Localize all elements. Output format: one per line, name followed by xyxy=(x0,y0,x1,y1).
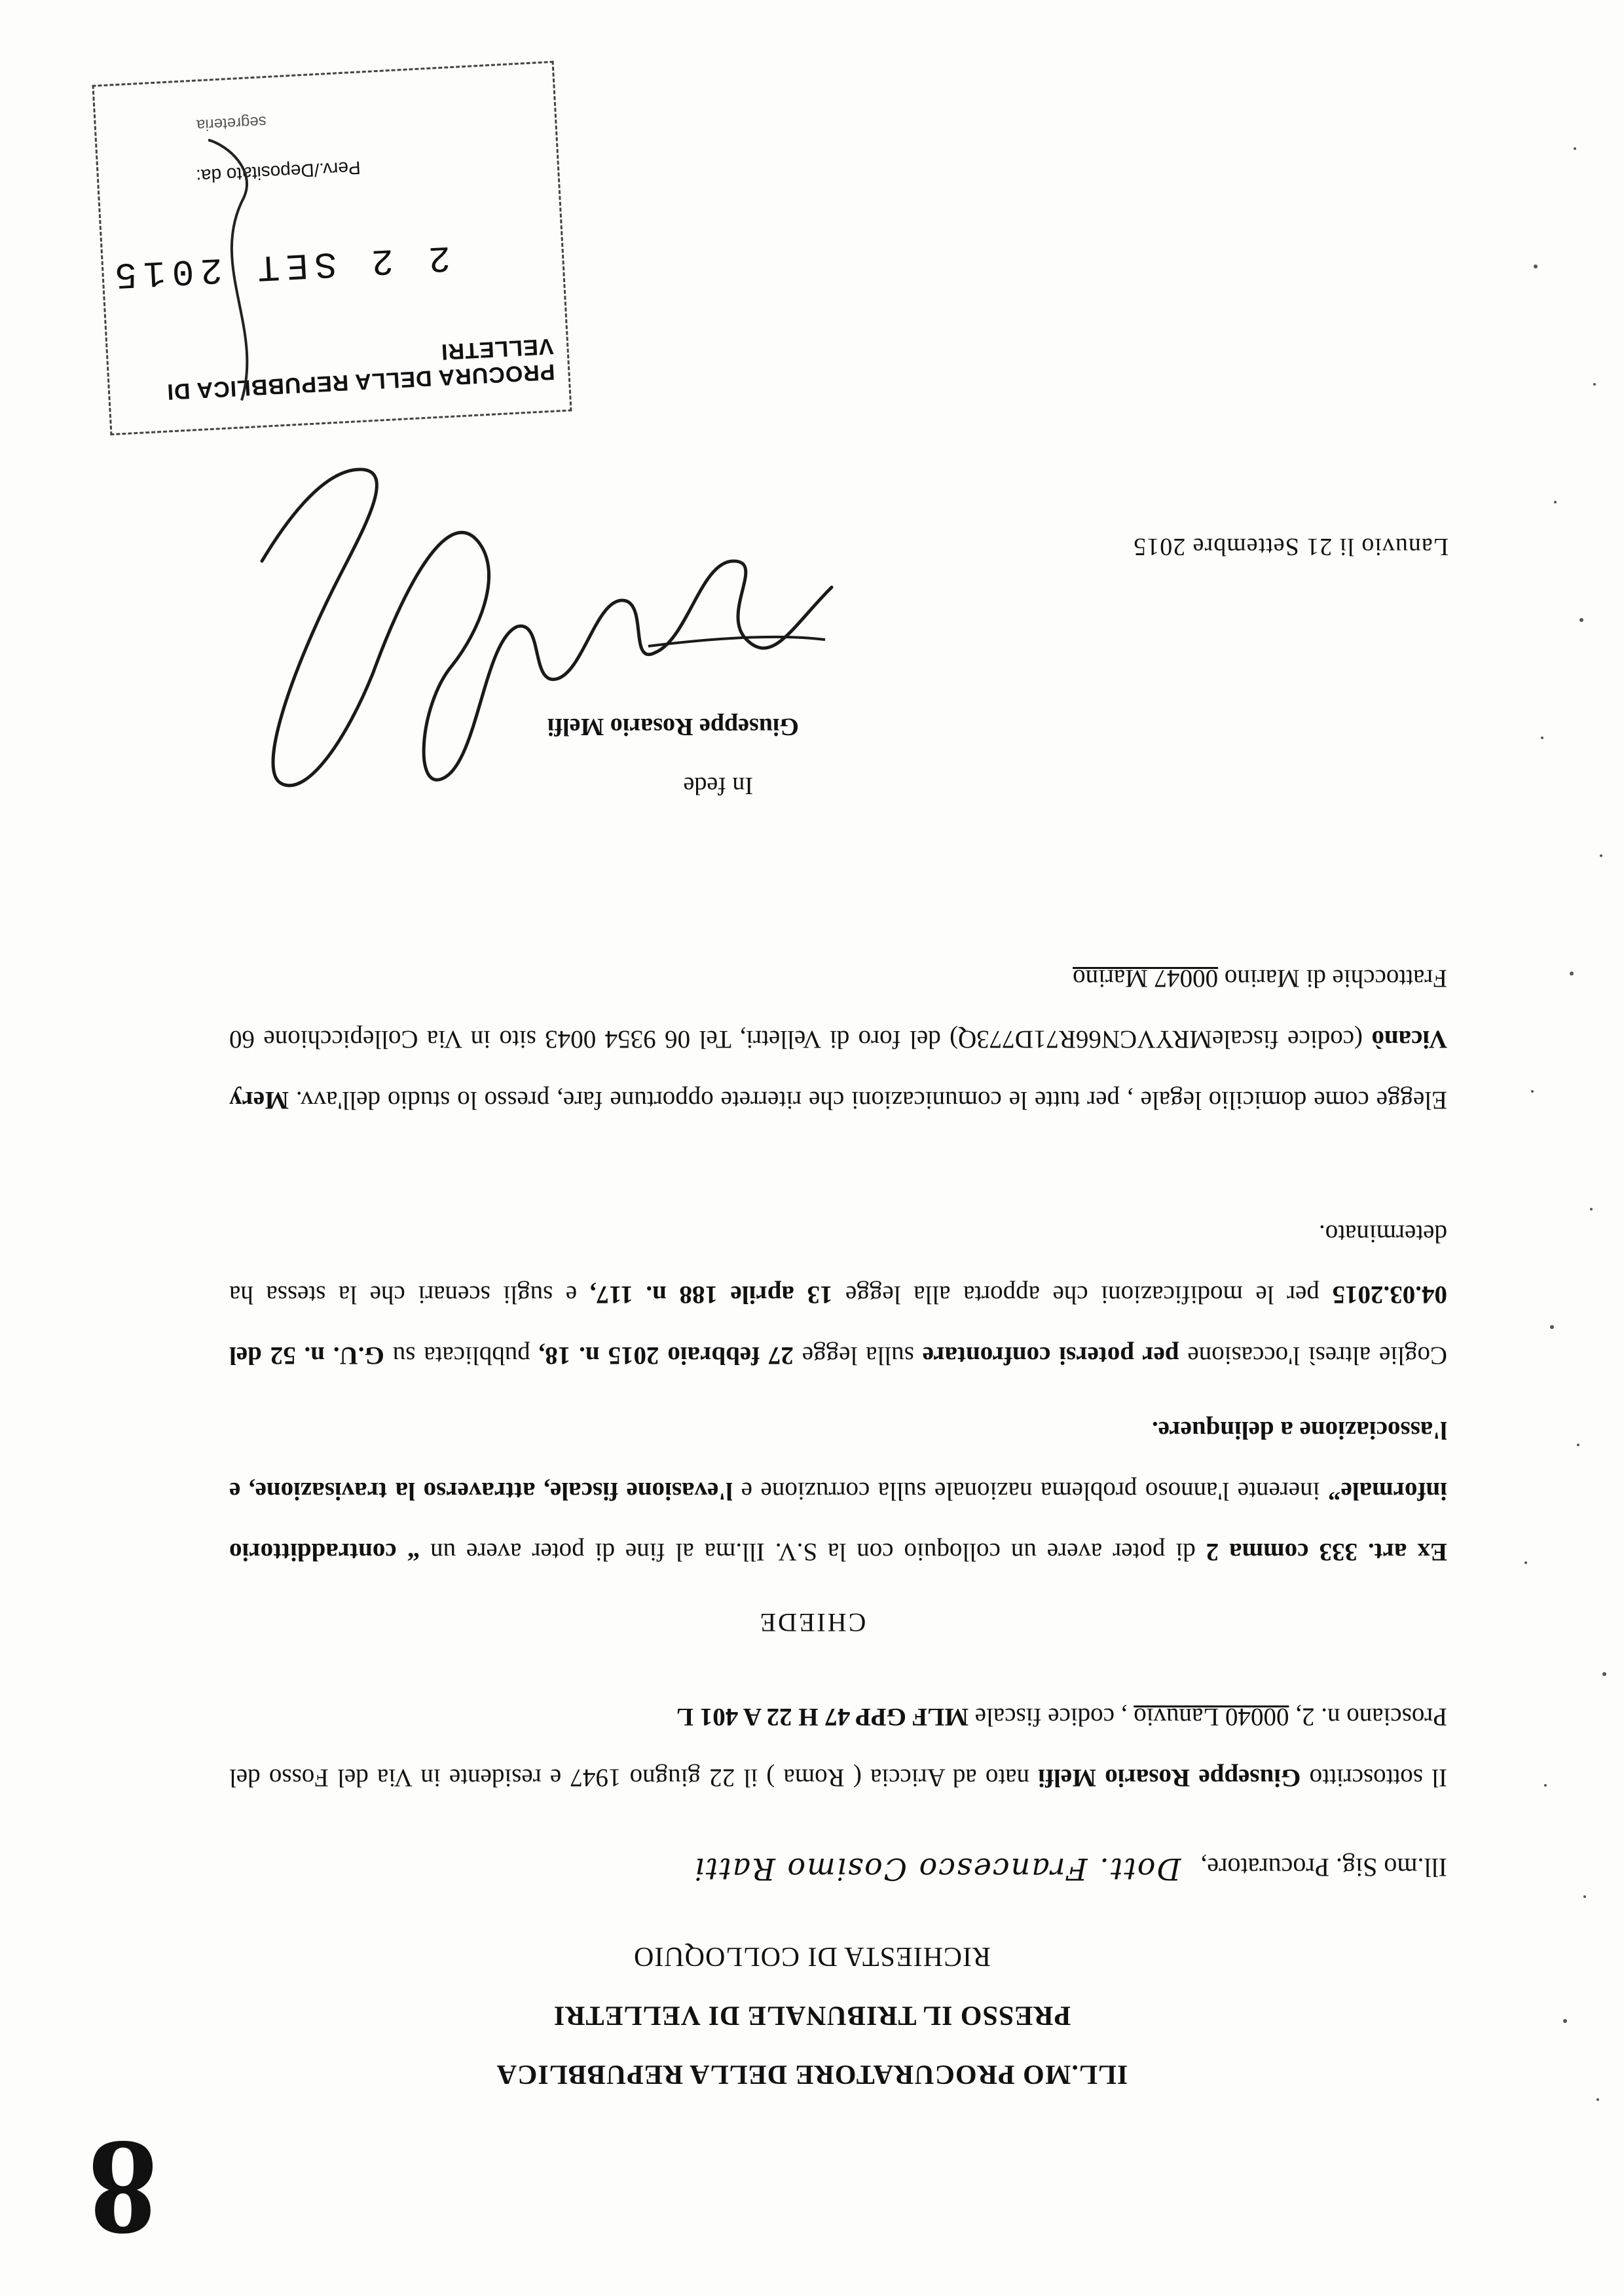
handwritten-recipient-name: Dott. Francesco Cosimo Ratti xyxy=(693,1851,1181,1887)
intro-text-1: Il sottoscritto xyxy=(1301,1764,1447,1792)
request-topic: l'evasione fiscale, attraverso la travisazione, e l'associazione a delinquere. xyxy=(229,1416,1447,1505)
scan-noise-band xyxy=(1493,0,1624,2296)
occasion-text-1: Coglie altresì l'occasione xyxy=(1179,1341,1447,1370)
occasion-text-2: sulla legge xyxy=(794,1341,923,1370)
applicant-name: Giuseppe Rosario Melfi xyxy=(1038,1764,1301,1792)
salutation xyxy=(693,1851,1447,1887)
occasion-paragraph xyxy=(229,1203,1447,1386)
domicile-city: 00047 Marino xyxy=(1073,964,1219,993)
stamp-date: 2 2 SET 2015 xyxy=(107,236,452,296)
stamp-handwritten-mark xyxy=(189,130,282,409)
domicile-paragraph xyxy=(229,948,1447,1131)
in-fede-label: In fede xyxy=(683,772,753,799)
signer-name: Giuseppe Rosario Melfi xyxy=(547,713,799,740)
chiede-heading: CHIEDE xyxy=(758,1608,866,1637)
document-subject: RICHIESTA DI COLLOQUIO xyxy=(633,1941,991,1971)
postal-code-city: 00040 Lanuvio xyxy=(1134,1703,1289,1731)
tax-code: MLF GPP 47 H 22 A 401 L xyxy=(676,1703,969,1731)
place-and-date: Lanuvio li 21 Settembre 2015 xyxy=(1133,533,1449,560)
salutation-text: Ill.mo Sig. Procuratore, xyxy=(1200,1853,1447,1882)
stamp-deposited-label: Perv./Depositato da: xyxy=(195,157,361,187)
handwritten-signature xyxy=(216,443,871,836)
domicile-text-1: Elegge come domicilio legale , per tutte le comunicazioni che riterrete opportune fare, presso lo studio dell'avv. xyxy=(288,1086,1447,1114)
intro-text-3: , codice fiscale xyxy=(968,1703,1134,1731)
occasion-text-4: per le modificazioni che apporta alla legge xyxy=(832,1281,1333,1309)
reception-stamp xyxy=(92,61,572,435)
page-number: 8 xyxy=(88,2112,157,2264)
stamp-office: PROCURA DELLA REPUBBLICA DI VELLETRI xyxy=(166,333,556,405)
lawyer-name: Mery Vicanò xyxy=(229,1025,1447,1114)
occasion-text-5: e sugli scenari che la stessa ha determinato. xyxy=(229,1220,1447,1309)
intro-paragraph xyxy=(229,1686,1447,1808)
informal-hearing: “ contraddittorio informale” xyxy=(229,1477,1447,1566)
addressee-title: ILL.MO PROCURATORE DELLA REPUBBLICA xyxy=(496,2059,1128,2089)
request-text-1: di poter avere un colloquio con la S.V. Ill.ma al fine di poter avere un xyxy=(420,1538,1206,1566)
occasion-text-3: pubblicata su xyxy=(384,1341,539,1370)
addressee-court: PRESSO IL TRIBUNALE DI VELLETRI xyxy=(553,2000,1071,2030)
request-paragraph xyxy=(229,1400,1447,1582)
law-reference-117: 13 aprile 188 n. 117, xyxy=(589,1281,833,1309)
intro-text-2: nato ad Ariccia ( Roma ) il 22 giugno 1947 e residente in Via del Fosso del Prosciano n. 2, xyxy=(229,1703,1447,1792)
stamp-office-label: segreteria xyxy=(196,113,267,134)
domicile-text-2: (codice fiscaleMRYVCN66R71D773Q) del foro di Velletri, Tel 06 9354 0043 sito in Via Collepicchione 60 Frattocchie di Marino xyxy=(229,964,1447,1053)
request-text-2: inerente l'annoso problema nazionale sulla corruzione e xyxy=(733,1477,1329,1505)
gazette-reference: G.U. n. 52 del 04.03.2015 xyxy=(229,1281,1447,1370)
law-reference-2015: 27 febbraio 2015 n. 18, xyxy=(538,1341,794,1370)
legal-reference: Ex art. 333 comma 2 xyxy=(1206,1538,1447,1566)
occasion-bold-1: per potersi confrontare xyxy=(922,1341,1179,1370)
